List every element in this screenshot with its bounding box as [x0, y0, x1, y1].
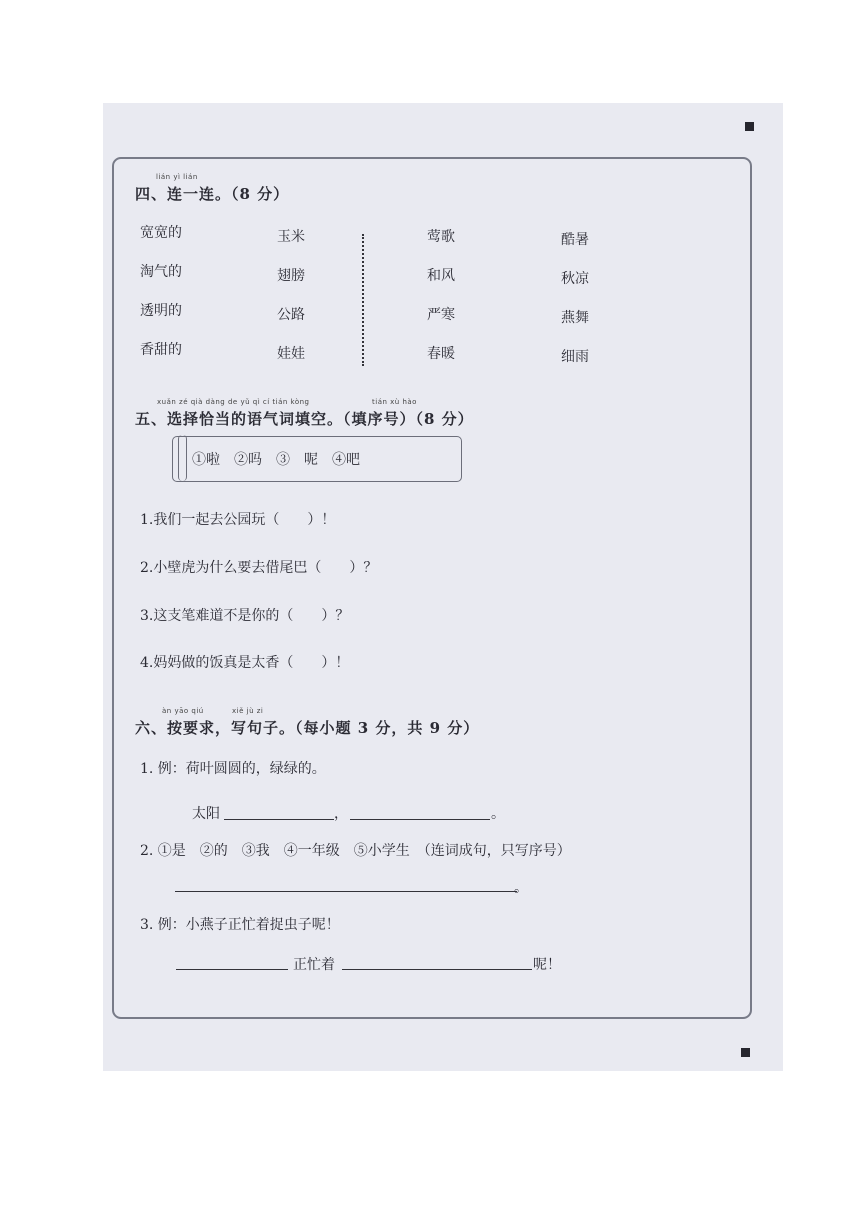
- right-word-a: 春暖: [427, 346, 455, 362]
- right-word-a: 严寒: [427, 307, 455, 323]
- word-bank-options: ①啦 ②吗 ③ 呢 ④吧: [192, 452, 360, 468]
- left-noun: 翅膀: [277, 268, 305, 284]
- left-noun: 玉米: [277, 229, 305, 245]
- registration-mark-top-right: [745, 122, 754, 131]
- answer-blank: [224, 819, 334, 820]
- period-mark: 。: [491, 806, 505, 822]
- left-noun: 公路: [277, 307, 305, 323]
- q2-instruction: 2. ①是 ②的 ③我 ④一年级 ⑤小学生 （连词成句，只写序号）: [140, 843, 571, 859]
- answer-blank: [176, 969, 288, 970]
- section6-heading: 六、按要求，写句子。（每小题 3 分，共 9 分）: [135, 719, 480, 737]
- section5-pinyin: xuǎn zé qià dàng de yǔ qì cí tián kòng: [157, 398, 310, 406]
- right-word-b: 燕舞: [561, 310, 589, 326]
- right-word-b: 酷暑: [561, 232, 589, 248]
- dotted-divider: [362, 234, 364, 366]
- q3-end-word: 呢！: [533, 957, 561, 973]
- section5-heading: 五、选择恰当的语气词填空。（填序号）（8 分）: [135, 410, 474, 428]
- period-mark: 。: [514, 880, 528, 896]
- section4-pinyin: lián yì lián: [156, 173, 198, 181]
- left-adjective: 透明的: [140, 303, 182, 319]
- section6-pinyin-b: xiě jù zi: [232, 707, 264, 715]
- q1-example: 1. 例：荷叶圆圆的，绿绿的。: [140, 761, 326, 777]
- exam-section-frame: [112, 157, 752, 1019]
- q3-middle-word: 正忙着: [293, 957, 335, 973]
- fill-question: 4.妈妈做的饭真是太香（ ）！: [140, 655, 350, 671]
- section4-heading: 四、连一连。（8 分）: [135, 185, 290, 203]
- fill-question: 3.这支笔难道不是你的（ ）？: [140, 608, 350, 624]
- comma-mark: ，: [334, 806, 348, 822]
- section6-pinyin-a: àn yāo qiú: [162, 707, 204, 715]
- answer-blank: [342, 969, 532, 970]
- right-word-a: 和风: [427, 268, 455, 284]
- right-word-a: 莺歌: [427, 229, 455, 245]
- q1-start-word: 太阳: [192, 806, 220, 822]
- left-adjective: 淘气的: [140, 264, 182, 280]
- answer-blank: [350, 819, 490, 820]
- q3-example: 3. 例：小燕子正忙着捉虫子呢！: [140, 917, 340, 933]
- left-adjective: 香甜的: [140, 342, 182, 358]
- right-word-b: 秋凉: [561, 271, 589, 287]
- section5-paren-pinyin: tián xù hào: [372, 398, 417, 406]
- registration-mark-bottom-right: [741, 1048, 750, 1057]
- fill-question: 2.小壁虎为什么要去借尾巴（ ）？: [140, 560, 378, 576]
- left-noun: 娃娃: [277, 346, 305, 362]
- answer-blank: [175, 891, 517, 892]
- fill-question: 1.我们一起去公园玩（ ）！: [140, 512, 336, 528]
- right-word-b: 细雨: [561, 349, 589, 365]
- left-adjective: 宽宽的: [140, 225, 182, 241]
